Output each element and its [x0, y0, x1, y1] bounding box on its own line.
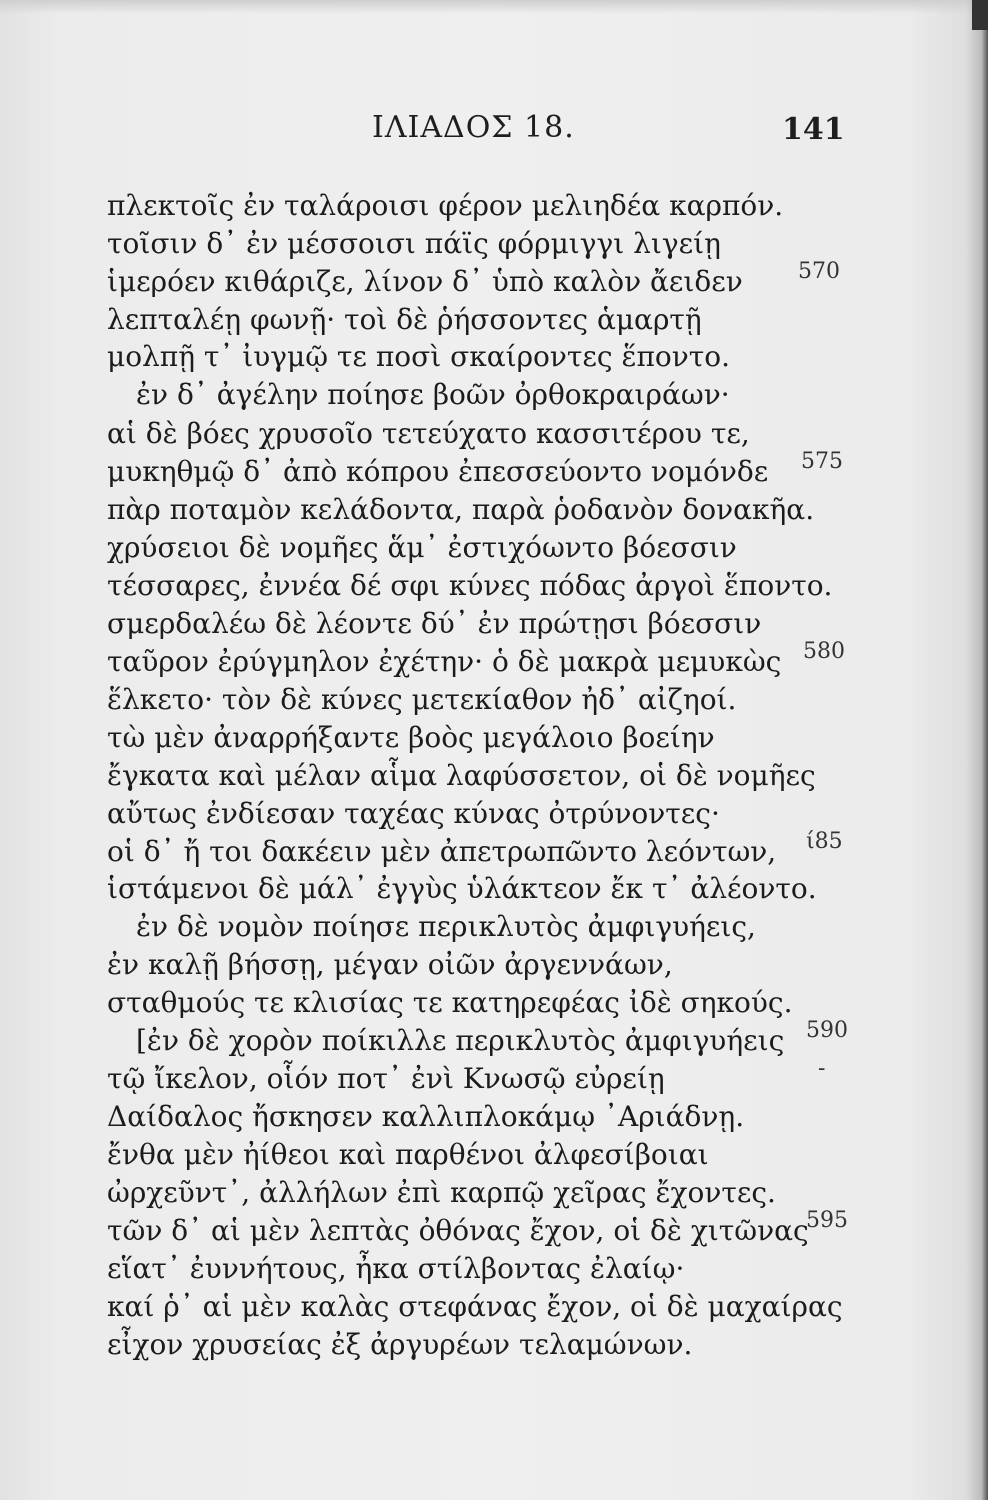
verse-line: ὠρχεῦντ᾽, ἀλλήλων ἐπὶ καρπῷ χεῖρας ἔχοντες.: [107, 1176, 776, 1209]
verse-line: ἔγκατα καὶ μέλαν αἷμα λαφύσσετον, οἱ δὲ νομῆες: [107, 759, 816, 792]
verse-line: χρύσειοι δὲ νομῆες ἅμ᾽ ἐστιχόωντο βόεσσιν: [107, 531, 737, 564]
line-number-575: 575: [801, 449, 843, 474]
verse-line: ἕλκετο· τὸν δὲ κύνες μετεκίαθον ἠδ᾽ αἰζηοί.: [107, 683, 737, 716]
scan-corner-mark: [972, 0, 988, 30]
verse-line: πὰρ ποταμὸν κελάδοντα, παρὰ ῥοδανὸν δονακῆα.: [107, 493, 815, 526]
verse-line: Δαίδαλος ἤσκησεν καλλιπλοκάμῳ ᾽Αριάδνῃ.: [107, 1100, 745, 1133]
verse-line: [ἐν δὲ χορὸν ποίκιλλε περικλυτὸς ἀμφιγυήεις: [136, 1024, 785, 1057]
page-right-edge: [966, 0, 988, 1500]
verse-line: οἱ δ᾽ ἤ τοι δακέειν μὲν ἀπετρωπῶντο λεόντων,: [107, 835, 777, 868]
line-number-580: 580: [803, 639, 845, 664]
verse-line: ἐν δ᾽ ἀγέλην ποίησε βοῶν ὀρθοκραιράων·: [136, 378, 730, 411]
verse-line: τὼ μὲν ἀναρρήξαντε βοὸς μεγάλοιο βοείην: [107, 721, 715, 754]
verse-line: εἶχον χρυσείας ἐξ ἀργυρέων τελαμώνων.: [107, 1328, 693, 1361]
page-number: 141: [782, 112, 845, 147]
verse-line: μυκηθμῷ δ᾽ ἀπὸ κόπρου ἐπεσσεύοντο νομόνδε: [107, 455, 769, 488]
verse-line: αὔτως ἐνδίεσαν ταχέας κύνας ὀτρύνοντες·: [107, 797, 720, 830]
verse-line: σμερδαλέω δὲ λέοντε δύ᾽ ἐν πρώτῃσι βόεσσιν: [107, 607, 762, 640]
verse-line: σταθμούς τε κλισίας τε κατηρεφέας ἰδὲ σηκούς.: [107, 986, 793, 1019]
verse-line: ἐν καλῇ βήσσῃ, μέγαν οἰῶν ἀργεννάων,: [107, 948, 673, 981]
margin-dash: -: [818, 1056, 826, 1081]
page-top-shadow: [0, 0, 980, 14]
verse-line: ἔνθα μὲν ἠίθεοι καὶ παρθένοι ἀλφεσίβοιαι: [107, 1138, 709, 1171]
verse-line: ταῦρον ἐρύγμηλον ἐχέτην· ὁ δὲ μακρὰ μεμυκὼς: [107, 645, 782, 678]
line-number-595: 595: [806, 1208, 848, 1233]
verse-line: ἐν δὲ νομὸν ποίησε περικλυτὸς ἀμφιγυήεις,: [136, 910, 756, 943]
line-number-585: ί85: [806, 829, 843, 854]
verse-line: τέσσαρες, ἐννέα δέ σφι κύνες πόδας ἀργοὶ ἕποντο.: [107, 569, 833, 602]
verse-line: καί ῥ᾽ αἱ μὲν καλὰς στεφάνας ἔχον, οἱ δὲ μαχαίρας: [107, 1290, 843, 1323]
verse-line: αἱ δὲ βόες χρυσοῖο τετεύχατο κασσιτέρου τε,: [107, 417, 750, 450]
verse-line: τῷ ἴκελον, οἷόν ποτ᾽ ἐνὶ Κνωσῷ εὐρείῃ: [107, 1062, 665, 1095]
verse-line: εἵατ᾽ ἐυννήτους, ἦκα στίλβοντας ἐλαίῳ·: [107, 1252, 685, 1285]
running-header-title: ΙΛΙΑΔΟΣ 18.: [372, 110, 575, 145]
line-number-570: 570: [798, 259, 840, 284]
verse-line: ἱστάμενοι δὲ μάλ᾽ ἐγγὺς ὑλάκτεον ἔκ τ᾽ ἀλέοντο.: [107, 872, 817, 905]
verse-line: ἱμερόεν κιθάριζε, λίνον δ᾽ ὑπὸ καλὸν ἄειδεν: [107, 265, 743, 298]
verse-line: λεπταλέῃ φωνῇ· τοὶ δὲ ῥήσσοντες ἁμαρτῇ: [107, 303, 702, 336]
verse-line: τοῖσιν δ᾽ ἐν μέσσοισι πάϊς φόρμιγγι λιγείῃ: [107, 227, 721, 260]
verse-line: τῶν δ᾽ αἱ μὲν λεπτὰς ὀθόνας ἔχον, οἱ δὲ χιτῶνας: [107, 1214, 809, 1247]
verse-line: πλεκτοῖς ἐν ταλάροισι φέρον μελιηδέα καρπόν.: [107, 189, 784, 222]
verse-line: μολπῇ τ᾽ ἰυγμῷ τε ποσὶ σκαίροντες ἕποντο.: [107, 340, 731, 373]
line-number-590: 590: [806, 1018, 848, 1043]
